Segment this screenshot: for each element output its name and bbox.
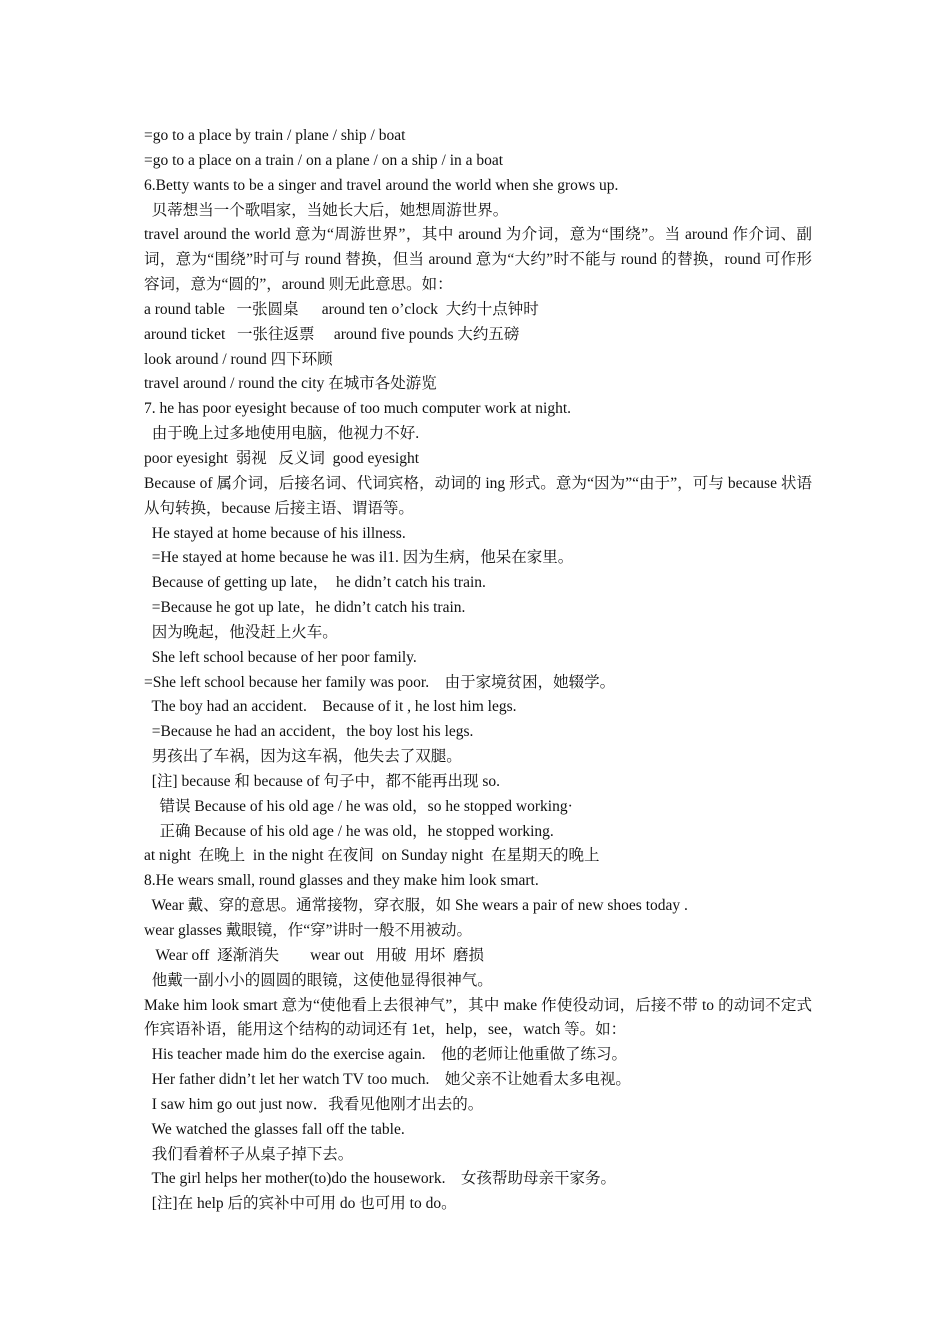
text-line: 男孩出了车祸，因为这车祸，他失去了双腿。: [144, 748, 462, 766]
document-body: [144, 124, 812, 1217]
text-line: [注]在 help 后的宾补中可用 do 也可用 to do。: [144, 1195, 457, 1213]
text-line: [注] because 和 because of 句子中，都不能再出现 so.: [144, 772, 500, 790]
text-line: look around / round 四下环顾: [144, 350, 333, 368]
text-line: We watched the glasses fall off the table.: [144, 1120, 405, 1138]
text-line: The girl helps her mother(to)do the housework. 女孩帮助母亲干家务。: [144, 1170, 616, 1188]
text-line: 由于晚上过多地使用电脑，他视力不好.: [144, 425, 420, 443]
text-line: Wear 戴、穿的意思。通常接物，穿衣服，如 She wears a pair of new shoes today .: [144, 897, 688, 915]
text-line: 错误 Because of his old age / he was old，so he stopped working·: [144, 797, 573, 815]
text-line: 7. he has poor eyesight because of too much computer work at night.: [144, 400, 571, 418]
text-paragraph: Because of 属介词，后接名词、代词宾格，动词的 ing 形式。意为“因为”“由于”，可与 because 状语从句转换，because 后接主语、谓语等。: [144, 474, 812, 517]
text-line: =She left school because her family was poor. 由于家境贫困，她辍学。: [144, 673, 616, 691]
text-line: She left school because of her poor family.: [144, 648, 417, 666]
text-line: 我们看着杯子从桌子掉下去。: [144, 1145, 354, 1163]
text-paragraph: travel around the world 意为“周游世界”，其中 around 为介词，意为“围绕”。当 around 作介词、副词，意为“围绕”时可与 round 替换，但当 around 意为“大约”时不能与 round 的替换，round 可作形容词，意为“圆的”，around 则无此意思。如：: [144, 226, 813, 294]
text-line: 6.Betty wants to be a singer and travel around the world when she grows up.: [144, 176, 619, 194]
text-line: =Because he got up late，he didn’t catch his train.: [144, 599, 466, 617]
text-line: I saw him go out just now．我看见他刚才出去的。: [144, 1095, 484, 1113]
text-line: 8.He wears small, round glasses and they make him look smart.: [144, 872, 539, 890]
text-line: 他戴一副小小的圆圆的眼镜，这使他显得很神气。: [144, 971, 493, 989]
text-line: at night 在晚上 in the night 在夜间 on Sunday night 在星期天的晚上: [144, 847, 600, 865]
text-line: =go to a place by train / plane / ship / boat: [144, 127, 406, 144]
text-line: The boy had an accident. Because of it , he lost him legs.: [144, 698, 517, 716]
text-line: travel around / round the city 在城市各处游览: [144, 375, 437, 393]
text-line: Because of getting up late， he didn’t catch his train.: [144, 574, 486, 592]
text-line: 正确 Because of his old age / he was old，he stopped working.: [144, 822, 554, 840]
text-line: wear glasses 戴眼镜，作“穿”讲时一般不用被动。: [144, 922, 473, 939]
text-line: a round table 一张圆桌 around ten o’clock 大约十点钟时: [144, 300, 539, 318]
text-line: Wear off 逐渐消失 wear out 用破 用坏 磨损: [144, 946, 484, 964]
text-line: =Because he had an accident，the boy lost his legs.: [144, 723, 474, 741]
text-line: He stayed at home because of his illness.: [144, 524, 406, 542]
text-line: 贝蒂想当一个歌唱家，当她长大后，她想周游世界。: [144, 201, 509, 219]
text-line: =He stayed at home because he was il1. 因为生病，他呆在家里。: [144, 549, 574, 567]
text-line: poor eyesight 弱视 反义词 good eyesight: [144, 449, 420, 467]
text-line: around ticket 一张往返票 around five pounds 大约五磅: [144, 325, 520, 343]
text-line: 因为晚起，他没赶上火车。: [144, 623, 338, 641]
text-line: His teacher made him do the exercise again. 他的老师让他重做了练习。: [144, 1046, 627, 1064]
text-line: Her father didn’t let her watch TV too much. 她父亲不让她看太多电视。: [144, 1071, 631, 1089]
text-line: =go to a place on a train / on a plane / on a ship / in a boat: [144, 151, 504, 169]
text-paragraph: Make him look smart 意为“使他看上去很神气”，其中 make 作使役动词，后接不带 to 的动词不定式作宾语补语，能用这个结构的动词还有 1et，help，see，watch 等。如：: [144, 996, 812, 1039]
